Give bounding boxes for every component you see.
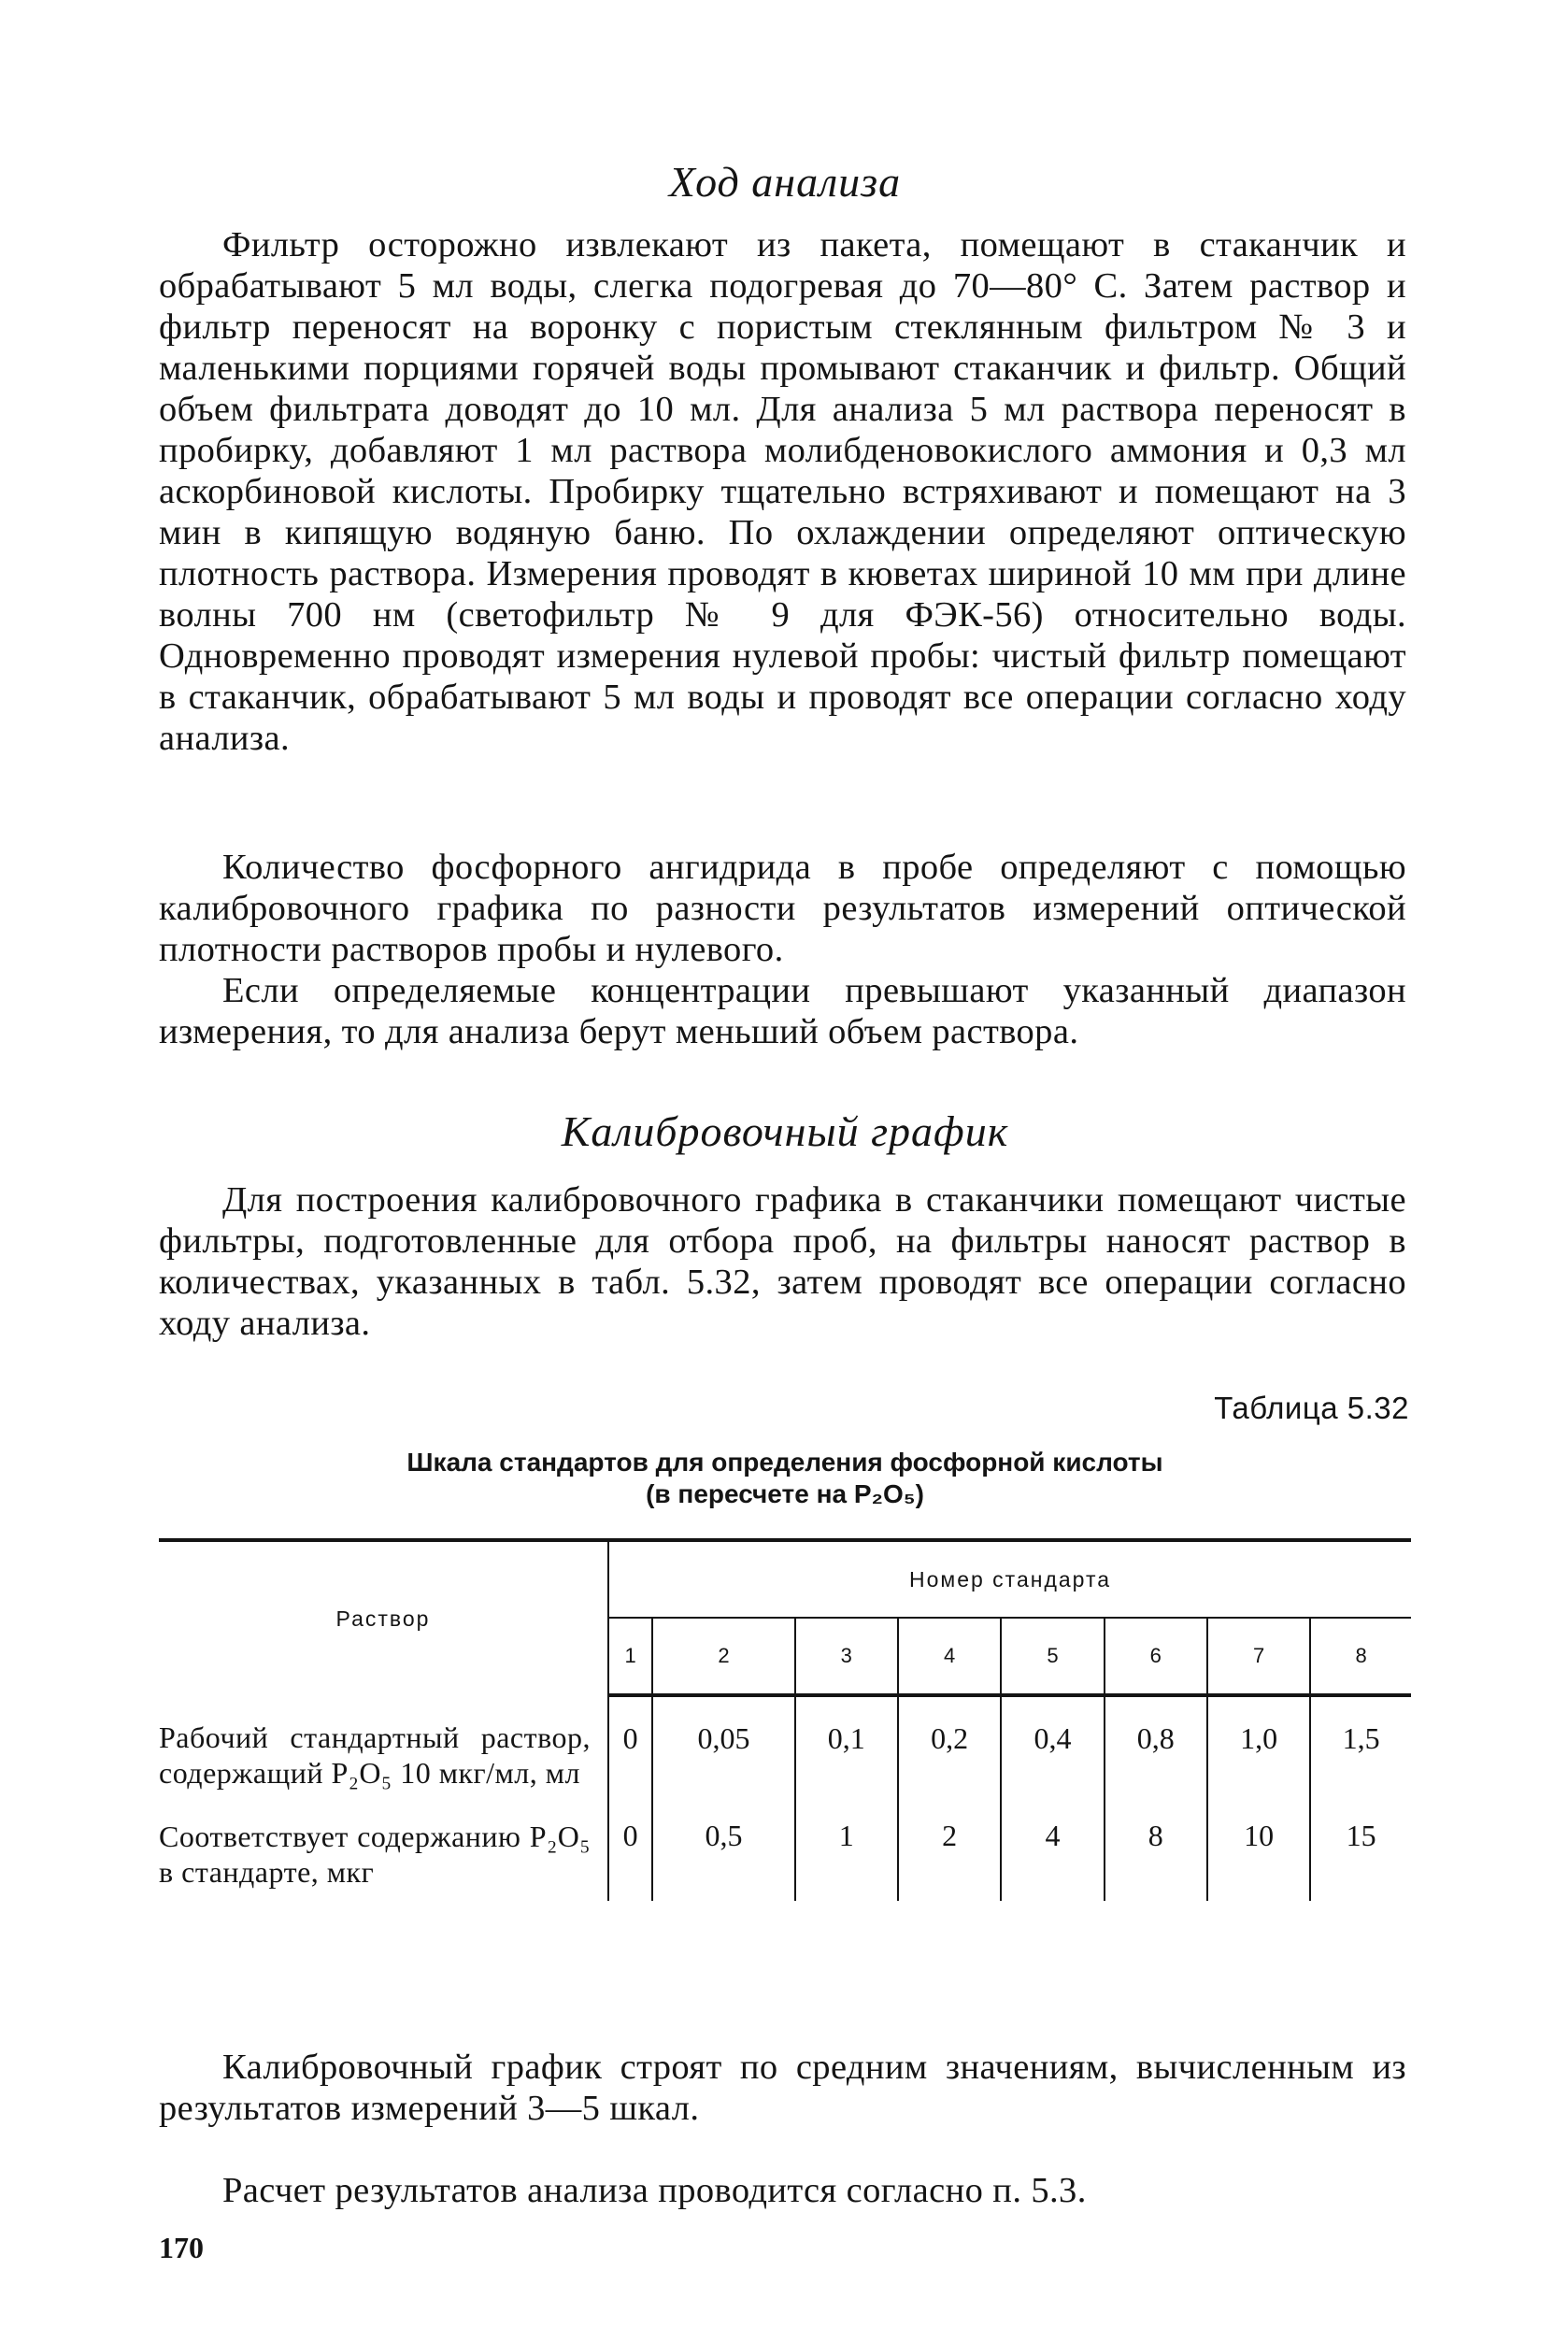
row-label-working-solution: Рабочий стандартный раствор, содержащий P₂O₅ 10 мкг/мл, мл [159,1695,608,1791]
table-row [159,1791,1411,1901]
table-cell: 2 [898,1791,1001,1901]
table-row [159,1695,1411,1791]
table-title-line-1: Шкала стандартов для определения фосфорной кислоты [406,1448,1163,1477]
header-standard-6: 6 [1105,1618,1207,1695]
table-title-line-2: (в пересчете на P₂O₅) [646,1479,924,1508]
table-cell: 1,0 [1207,1695,1310,1791]
table-cell: 0,4 [1001,1695,1104,1791]
table-cell: 0,1 [795,1695,898,1791]
table-cell: 0,2 [898,1695,1001,1791]
table-cell: 0,8 [1105,1695,1207,1791]
page-number: 170 [159,2231,204,2264]
header-standard-number: Номер стандарта [608,1540,1411,1618]
table-cell: 10 [1207,1791,1310,1901]
table-cell: 0,5 [652,1791,794,1901]
header-standard-8: 8 [1310,1618,1411,1695]
header-standard-1: 1 [608,1618,652,1695]
table-cell: 0 [622,1819,638,1852]
header-standard-3: 3 [795,1618,898,1695]
header-standard-2: 2 [652,1618,794,1695]
header-standard-4: 4 [898,1618,1001,1695]
paragraph-calibration-build: Калибровочный график строят по средним значениям, вычисленным из результатов измерений 3—5 шкал. [159,2048,1406,2128]
section-heading-analysis: Ход анализа [668,158,902,206]
table-title [159,1447,1411,1510]
paragraph-range: Если определяемые концентрации превышают указанный диапазон измерения, то для анализа берут меньший объем раствора. [159,971,1406,1051]
row-label-content: Соответствует содержанию P₂O₅ в стандарте, мкг [159,1791,608,1901]
paragraph-calibration: Для построения калибровочного графика в стаканчики помещают чистые фильтры, подготовленные для отбора проб, на фильтры наносят раствор в количествах, указанных в табл. 5.32, затем проводят все операции согласно ходу анализа. [159,1180,1406,1343]
table-cell: 0 [622,1721,638,1755]
header-solution: Раствор [159,1540,608,1695]
table-cell: 4 [1001,1791,1104,1901]
table-cell: 15 [1310,1791,1411,1901]
standards-table [159,1538,1411,1901]
paragraph-quantity: Количество фосфорного ангидрида в пробе определяют с помощью калибровочного графика по разности результатов измерений оптической плотности растворов пробы и нулевого. [159,848,1406,969]
table-cell: 1,5 [1310,1695,1411,1791]
header-standard-7: 7 [1207,1618,1310,1695]
section-heading-calibration: Калибровочный график [561,1107,1009,1155]
table-cell: 1 [795,1791,898,1901]
paragraph-procedure: Фильтр осторожно извлекают из пакета, помещают в стаканчик и обрабатывают 5 мл воды, слегка подогревая до 70—80° С. Затем раствор и фильтр переносят на воронку с пористым стеклянным фильтром № 3 и маленькими порциями горячей воды промывают стаканчик и фильтр. Общий объем фильтрата доводят до 10 мл. Для анализа 5 мл раствора переносят в пробирку, добавляют 1 мл раствора молибденовокислого аммония и 0,3 мл аскорбиновой кислоты. Пробирку тщательно встряхивают и помещают на 3 мин в кипящую водяную баню. По охлаждении определяют оптическую плотность раствора. Измерения проводят в кюветах шириной 10 мм при длине волны 700 нм (светофильтр № 9 для ФЭК-56) относительно воды. Одновременно проводят измерения нулевой пробы: чистый фильтр помещают в стаканчик, обрабатывают 5 мл воды и проводят все операции согласно ходу анализа. [159,225,1406,758]
header-standard-5: 5 [1001,1618,1104,1695]
table-cell: 0,05 [652,1695,794,1791]
table-cell: 8 [1105,1791,1207,1901]
table-number: Таблица 5.32 [1214,1391,1409,1425]
paragraph-calculation: Расчет результатов анализа проводится согласно п. 5.3. [222,2171,1087,2210]
